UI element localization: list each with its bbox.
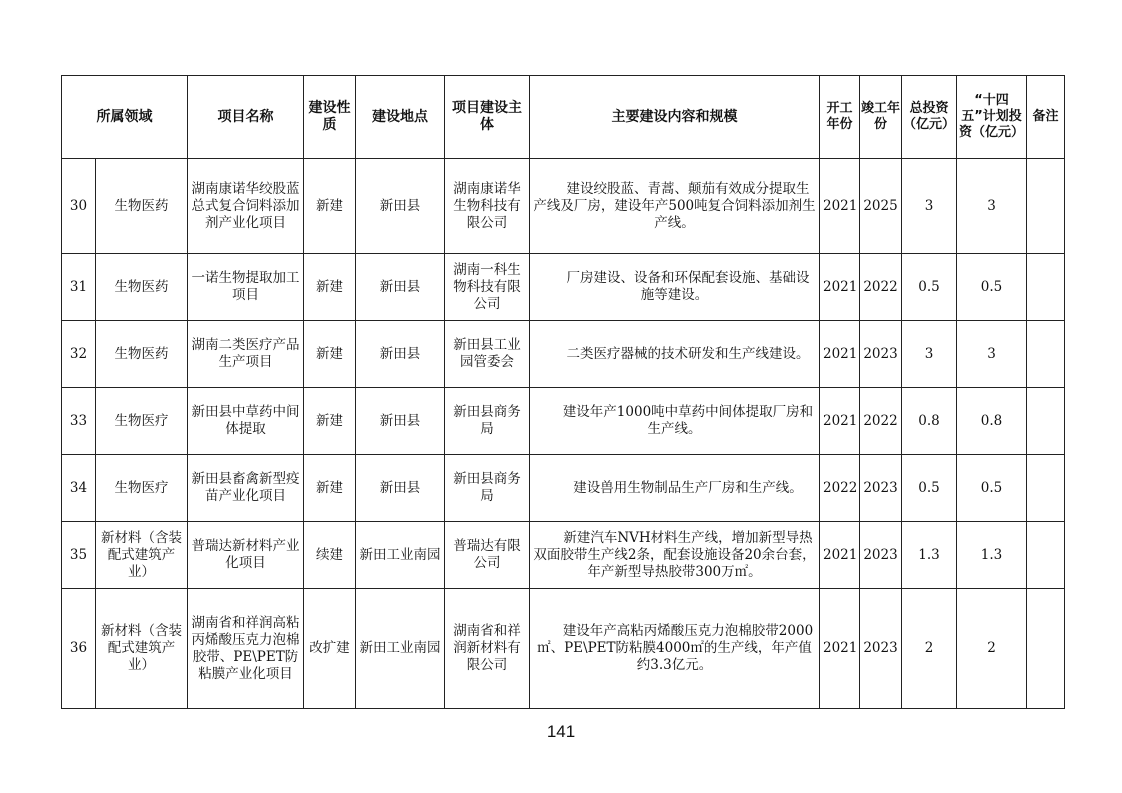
cell-no: 35 — [62, 522, 96, 589]
cell-remark — [1027, 254, 1065, 321]
table-row — [62, 589, 1065, 709]
cell-location: 新田县 — [356, 388, 445, 455]
cell-owner: 新田县商务局 — [445, 388, 530, 455]
cell-total: 2 — [902, 589, 957, 709]
header-owner: 项目建设主体 — [445, 76, 530, 159]
cell-domain: 生物医疗 — [96, 455, 188, 522]
cell-location: 新田县 — [356, 159, 445, 254]
cell-content: 建设年产1000吨中草药中间体提取厂房和生产线。 — [530, 388, 820, 455]
cell-plan: 1.3 — [957, 522, 1027, 589]
cell-start: 2021 — [820, 321, 860, 388]
header-location: 建设地点 — [356, 76, 445, 159]
cell-name: 新田县中草药中间体提取 — [188, 388, 304, 455]
cell-total: 3 — [902, 321, 957, 388]
table-row — [62, 254, 1065, 321]
cell-owner: 新田县工业园管委会 — [445, 321, 530, 388]
cell-owner: 湖南省和祥润新材料有限公司 — [445, 589, 530, 709]
cell-nature: 新建 — [304, 321, 356, 388]
cell-nature: 续建 — [304, 522, 356, 589]
cell-plan: 3 — [957, 321, 1027, 388]
cell-end: 2023 — [860, 522, 902, 589]
cell-location: 新田工业南园 — [356, 589, 445, 709]
cell-location: 新田县 — [356, 254, 445, 321]
cell-owner: 湖南康诺华生物科技有限公司 — [445, 159, 530, 254]
cell-start: 2021 — [820, 522, 860, 589]
cell-nature: 新建 — [304, 254, 356, 321]
cell-remark — [1027, 589, 1065, 709]
cell-no: 30 — [62, 159, 96, 254]
header-nature: 建设性质 — [304, 76, 356, 159]
header-remark: 备注 — [1027, 76, 1065, 159]
cell-content: 建设年产高粘丙烯酸压克力泡棉胶带2000㎡、PE\PET防粘膜4000㎡的生产线，年产值约3.3亿元。 — [530, 589, 820, 709]
cell-name: 湖南康诺华绞股蓝总式复合饲料添加剂产业化项目 — [188, 159, 304, 254]
cell-start: 2021 — [820, 589, 860, 709]
cell-start: 2022 — [820, 455, 860, 522]
cell-owner: 湖南一科生物科技有限公司 — [445, 254, 530, 321]
cell-end: 2025 — [860, 159, 902, 254]
cell-plan: 2 — [957, 589, 1027, 709]
cell-location: 新田县 — [356, 455, 445, 522]
cell-name: 普瑞达新材料产业化项目 — [188, 522, 304, 589]
cell-name: 新田县畜禽新型疫苗产业化项目 — [188, 455, 304, 522]
cell-name: 湖南省和祥润高粘丙烯酸压克力泡棉胶带、PE\PET防粘膜产业化项目 — [188, 589, 304, 709]
cell-content: 新建汽车NVH材料生产线，增加新型导热双面胶带生产线2条，配套设施设备20余台套，年产新型导热胶带300万㎡。 — [530, 522, 820, 589]
cell-no: 36 — [62, 589, 96, 709]
cell-end: 2022 — [860, 254, 902, 321]
header-content: 主要建设内容和规模 — [530, 76, 820, 159]
header-plan: “十四五”计划投资（亿元） — [957, 76, 1027, 159]
cell-content: 二类医疗器械的技术研发和生产线建设。 — [530, 321, 820, 388]
cell-remark — [1027, 159, 1065, 254]
cell-total: 1.3 — [902, 522, 957, 589]
table-row — [62, 159, 1065, 254]
cell-remark — [1027, 522, 1065, 589]
cell-domain: 新材料（含装配式建筑产业） — [96, 589, 188, 709]
cell-nature: 新建 — [304, 388, 356, 455]
cell-owner: 普瑞达有限公司 — [445, 522, 530, 589]
table-row — [62, 388, 1065, 455]
cell-plan: 0.8 — [957, 388, 1027, 455]
cell-end: 2023 — [860, 455, 902, 522]
cell-end: 2023 — [860, 321, 902, 388]
cell-no: 34 — [62, 455, 96, 522]
cell-total: 3 — [902, 159, 957, 254]
cell-total: 0.8 — [902, 388, 957, 455]
table-body — [62, 159, 1065, 709]
cell-domain: 生物医疗 — [96, 388, 188, 455]
cell-nature: 改扩建 — [304, 589, 356, 709]
cell-no: 33 — [62, 388, 96, 455]
header-domain: 所属领域 — [62, 76, 188, 159]
cell-domain: 生物医药 — [96, 254, 188, 321]
header-row — [62, 76, 1065, 159]
cell-owner: 新田县商务局 — [445, 455, 530, 522]
cell-no: 31 — [62, 254, 96, 321]
cell-remark — [1027, 321, 1065, 388]
table-row — [62, 321, 1065, 388]
cell-domain: 生物医药 — [96, 159, 188, 254]
header-start: 开工年份 — [820, 76, 860, 159]
cell-content: 建设绞股蓝、青蒿、颠茄有效成分提取生产线及厂房，建设年产500吨复合饲料添加剂生产线。 — [530, 159, 820, 254]
project-table — [61, 75, 1065, 709]
cell-domain: 新材料（含装配式建筑产业） — [96, 522, 188, 589]
cell-remark — [1027, 388, 1065, 455]
cell-content: 建设兽用生物制品生产厂房和生产线。 — [530, 455, 820, 522]
cell-plan: 0.5 — [957, 455, 1027, 522]
page-number: 141 — [546, 722, 576, 741]
cell-remark — [1027, 455, 1065, 522]
cell-plan: 3 — [957, 159, 1027, 254]
cell-nature: 新建 — [304, 455, 356, 522]
cell-domain: 生物医药 — [96, 321, 188, 388]
cell-no: 32 — [62, 321, 96, 388]
cell-name: 一诺生物提取加工项目 — [188, 254, 304, 321]
table-row — [62, 522, 1065, 589]
cell-start: 2021 — [820, 254, 860, 321]
cell-end: 2023 — [860, 589, 902, 709]
cell-location: 新田县 — [356, 321, 445, 388]
cell-start: 2021 — [820, 159, 860, 254]
header-name: 项目名称 — [188, 76, 304, 159]
header-total: 总投资（亿元） — [902, 76, 957, 159]
cell-total: 0.5 — [902, 254, 957, 321]
table-row — [62, 455, 1065, 522]
cell-nature: 新建 — [304, 159, 356, 254]
cell-start: 2021 — [820, 388, 860, 455]
header-end: 竣工年份 — [860, 76, 902, 159]
cell-content: 厂房建设、设备和环保配套设施、基础设施等建设。 — [530, 254, 820, 321]
cell-location: 新田工业南园 — [356, 522, 445, 589]
cell-total: 0.5 — [902, 455, 957, 522]
cell-end: 2022 — [860, 388, 902, 455]
cell-plan: 0.5 — [957, 254, 1027, 321]
cell-name: 湖南二类医疗产品生产项目 — [188, 321, 304, 388]
